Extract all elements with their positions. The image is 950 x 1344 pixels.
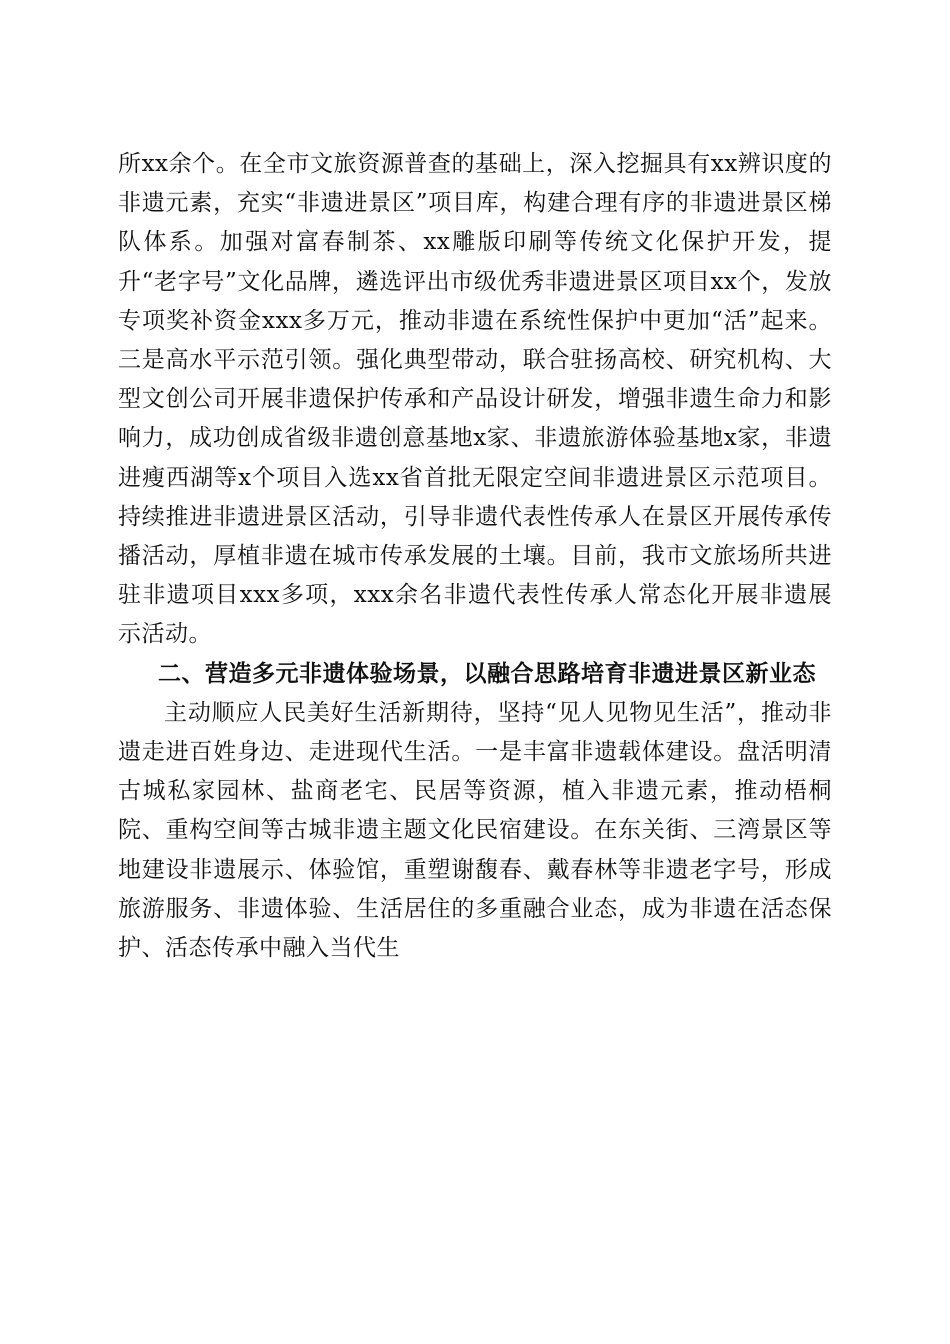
section-heading-2: 二、营造多元非遗体验场景，以融合思路培育非遗进景区新业态 [158, 660, 816, 687]
document-body [118, 145, 832, 968]
body-paragraph-section-2: 主动顺应人民美好生活新期待，坚持“见人见物见生活”，推动非遗走进百姓身边、走进现代生活。一是丰富非遗载体建设。盘活明清古城私家园林、盐商老宅、民居等资源，植入非遗元素，推动梧桐院、重构空间等古城非遗主题文化民宿建设。在东关街、三湾景区等地建设非遗展示、体验馆，重塑谢馥春、戴春林等非遗老字号，形成旅游服务、非遗体验、生活居住的多重融合业态，成为非遗在活态保护、活态传承中融入当代生 [118, 699, 832, 962]
body-paragraph-continuation: 所xx余个。在全市文旅资源普查的基础上，深入挖掘具有xx辨识度的非遗元素，充实“非遗进景区”项目库，构建合理有序的非遗进景区梯队体系。加强对富春制茶、xx雕版印刷等传统文化保护开发，提升“老字号”文化品牌，遴选评出市级优秀非遗进景区项目xx个，发放专项奖补资金xxx多万元，推动非遗在系统性保护中更加“活”起来。三是高水平示范引领。强化典型带动，联合驻扬高校、研究机构、大型文创公司开展非遗保护传承和产品设计研发，增强非遗生命力和影响力，成功创成省级非遗创意基地x家、非遗旅游体验基地x家，非遗进瘦西湖等x个项目入选xx省首批无限定空间非遗进景区示范项目。持续推进非遗进景区活动，引导非遗代表性传承人在景区开展传承传播活动，厚植非遗在城市传承发展的土壤。目前，我市文旅场所共进驻非遗项目xxx多项，xxx余名非遗代表性传承人常态化开展非遗展示活动。 [118, 151, 832, 648]
